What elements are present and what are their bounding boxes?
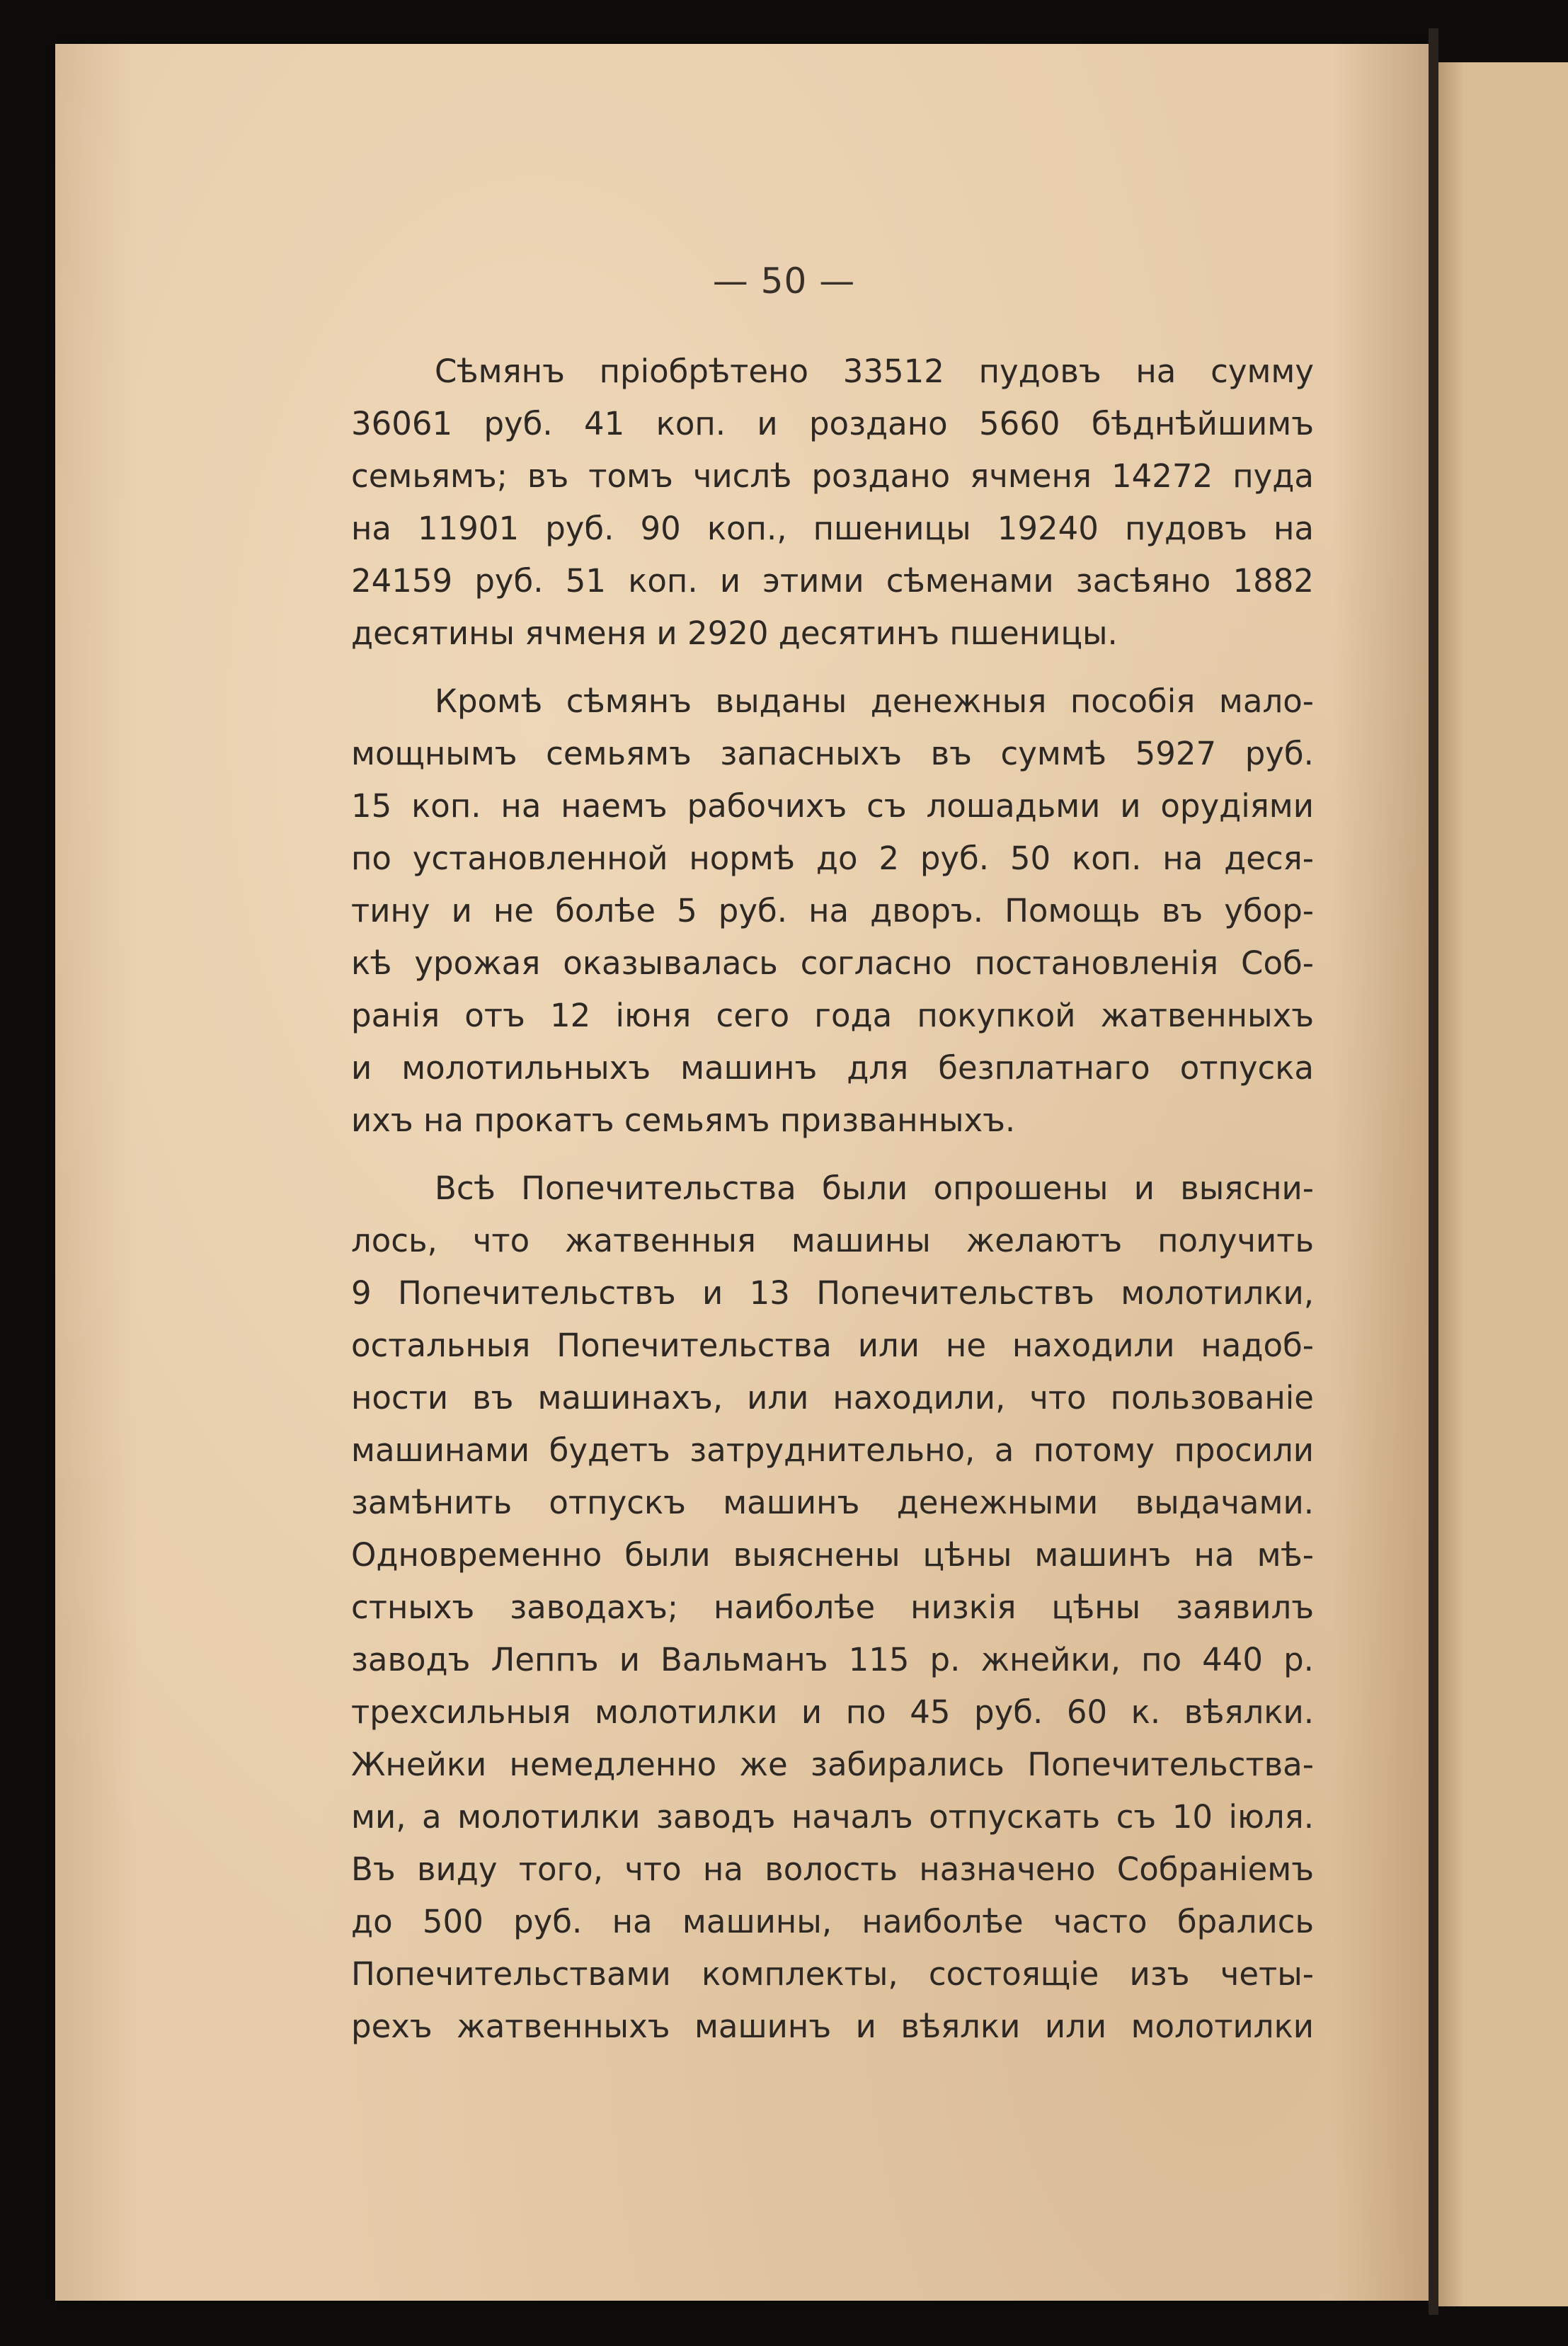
text-line: 15 коп. на наемъ рабочихъ съ лошадьми и орудіями [351, 787, 1314, 825]
text-line: стныхъ заводахъ; наиболѣе низкія цѣны заявилъ [351, 1589, 1314, 1626]
text-line: ности въ машинахъ, или находили, что пользованіе [351, 1379, 1314, 1417]
text-line: мощнымъ семьямъ запасныхъ въ суммѣ 5927 руб. [351, 735, 1314, 772]
body-text [351, 345, 1314, 2069]
text-line: кѣ урожая оказывалась согласно постановленія Соб- [351, 944, 1314, 982]
text-line: рехъ жатвенныхъ машинъ и вѣялки или молотилки [351, 2008, 1314, 2045]
text-line: 36061 руб. 41 коп. и роздано 5660 бѣднѣйшимъ [351, 405, 1314, 442]
text-line: Кромѣ сѣмянъ выданы денежныя пособія мало- [435, 682, 1314, 720]
text-line: 9 Попечительствъ и 13 Попечительствъ молотилки, [351, 1274, 1314, 1312]
text-line: замѣнить отпускъ машинъ денежными выдачами. [351, 1484, 1314, 1521]
text-line: заводъ Леппъ и Вальманъ 115 р. жнейки, по 440 р. [351, 1641, 1314, 1678]
text-line: Въ виду того, что на волость назначено Собраніемъ [351, 1850, 1314, 1888]
text-line: ихъ на прокатъ семьямъ призванныхъ. [351, 1102, 1016, 1139]
paragraph-seeds [351, 345, 1314, 660]
text-line: семьямъ; въ томъ числѣ роздано ячменя 14272 пуда [351, 457, 1314, 495]
text-line: десятины ячменя и 2920 десятинъ пшеницы. [351, 614, 1118, 652]
paragraph-allowances [351, 675, 1314, 1147]
text-line: машинами будетъ затруднительно, а потому просили [351, 1431, 1314, 1469]
paragraph-machines [351, 1162, 1314, 2053]
text-line: остальныя Попечительства или не находили надоб- [351, 1327, 1314, 1364]
text-line: ранія отъ 12 іюня сего года покупкой жатвенныхъ [351, 997, 1314, 1034]
text-line: Одновременно были выяснены цѣны машинъ на мѣ- [351, 1536, 1314, 1574]
text-line: Жнейки немедленно же забирались Попечительства- [351, 1746, 1314, 1783]
text-line: трехсильныя молотилки и по 45 руб. 60 к. вѣялки. [351, 1693, 1314, 1731]
book-gutter [1429, 28, 1438, 2315]
text-line: тину и не болѣе 5 руб. на дворъ. Помощь въ убор- [351, 892, 1314, 929]
text-line: ми, а молотилки заводъ началъ отпускать съ 10 іюля. [351, 1798, 1314, 1836]
text-line: по установленной нормѣ до 2 руб. 50 коп. на деся- [351, 840, 1314, 877]
text-line: на 11901 руб. 90 коп., пшеницы 19240 пудовъ на [351, 510, 1314, 547]
adjacent-page-edge [1438, 62, 1568, 2306]
text-line: и молотильныхъ машинъ для безплатнаго отпуска [351, 1049, 1314, 1087]
text-line: 24159 руб. 51 коп. и этими сѣменами засѣяно 1882 [351, 562, 1314, 600]
text-line: до 500 руб. на машины, наиболѣе часто брались [351, 1903, 1314, 1940]
text-line: Сѣмянъ пріобрѣтено 33512 пудовъ на сумму [435, 353, 1314, 390]
page-number: — 50 — [712, 261, 856, 302]
text-line: лось, что жатвенныя машины желаютъ получить [351, 1222, 1314, 1259]
text-line: Попечительствами комплекты, состоящіе изъ четы- [351, 1955, 1314, 1993]
text-line: Всѣ Попечительства были опрошены и выясни- [435, 1169, 1314, 1207]
